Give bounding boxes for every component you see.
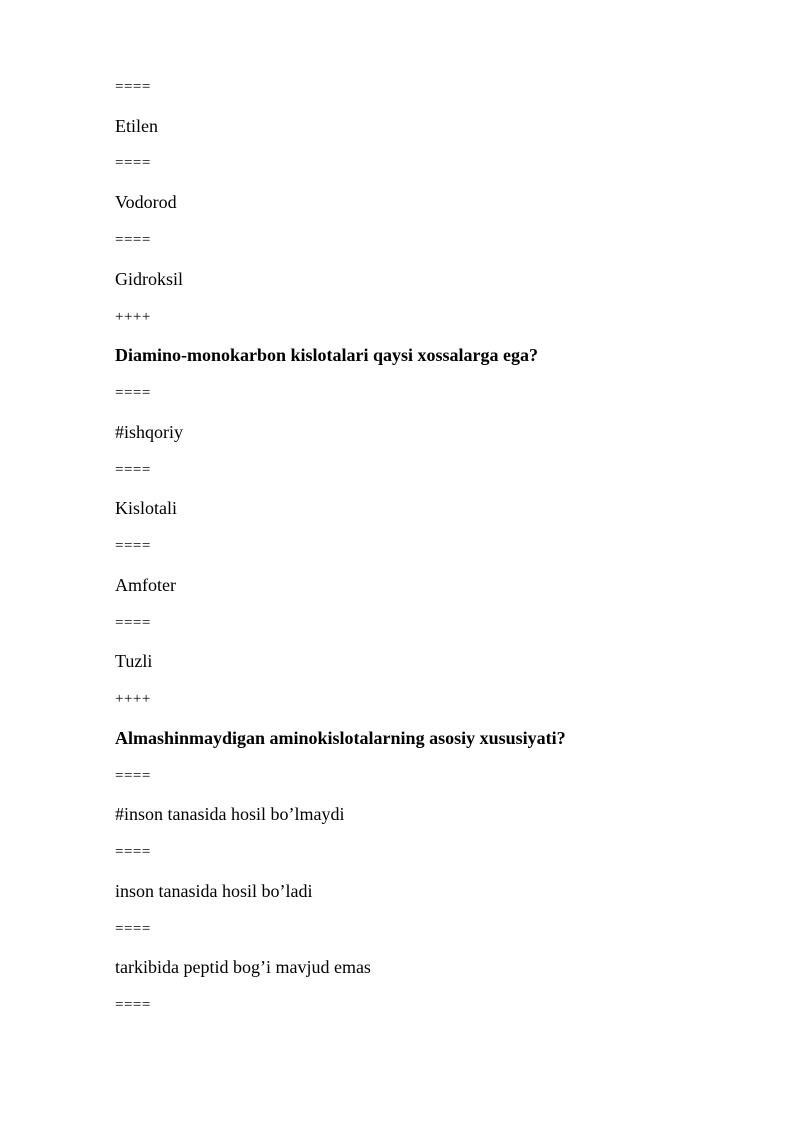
question-text: Almashinmaydigan aminokislotalarning asosiy xususiyati? <box>115 728 566 748</box>
separator-line: ==== <box>115 844 151 860</box>
separator-line: ==== <box>115 997 151 1013</box>
answer-option: Vodorod <box>115 192 177 212</box>
separator-line: ==== <box>115 462 151 478</box>
separator-line: ==== <box>115 538 151 554</box>
answer-option: inson tanasida hosil bo’ladi <box>115 881 313 901</box>
answer-option: tarkibida peptid bog’i mavjud emas <box>115 957 371 977</box>
separator-line: ==== <box>115 615 151 631</box>
separator-line: ==== <box>115 155 151 171</box>
correct-answer-option: #inson tanasida hosil bo’lmaydi <box>115 804 345 824</box>
separator-line: ==== <box>115 232 151 248</box>
question-separator: ++++ <box>115 691 151 707</box>
answer-option: Tuzli <box>115 651 153 671</box>
separator-line: ==== <box>115 768 151 784</box>
question-text: Diamino-monokarbon kislotalari qaysi xossalarga ega? <box>115 345 539 365</box>
answer-option: Etilen <box>115 116 158 136</box>
answer-option: Gidroksil <box>115 269 184 289</box>
separator-line: ==== <box>115 79 151 95</box>
separator-line: ==== <box>115 385 151 401</box>
answer-option: Kislotali <box>115 498 177 518</box>
question-separator: ++++ <box>115 309 151 325</box>
separator-line: ==== <box>115 921 151 937</box>
correct-answer-option: #ishqoriy <box>115 422 184 442</box>
answer-option: Amfoter <box>115 575 176 595</box>
